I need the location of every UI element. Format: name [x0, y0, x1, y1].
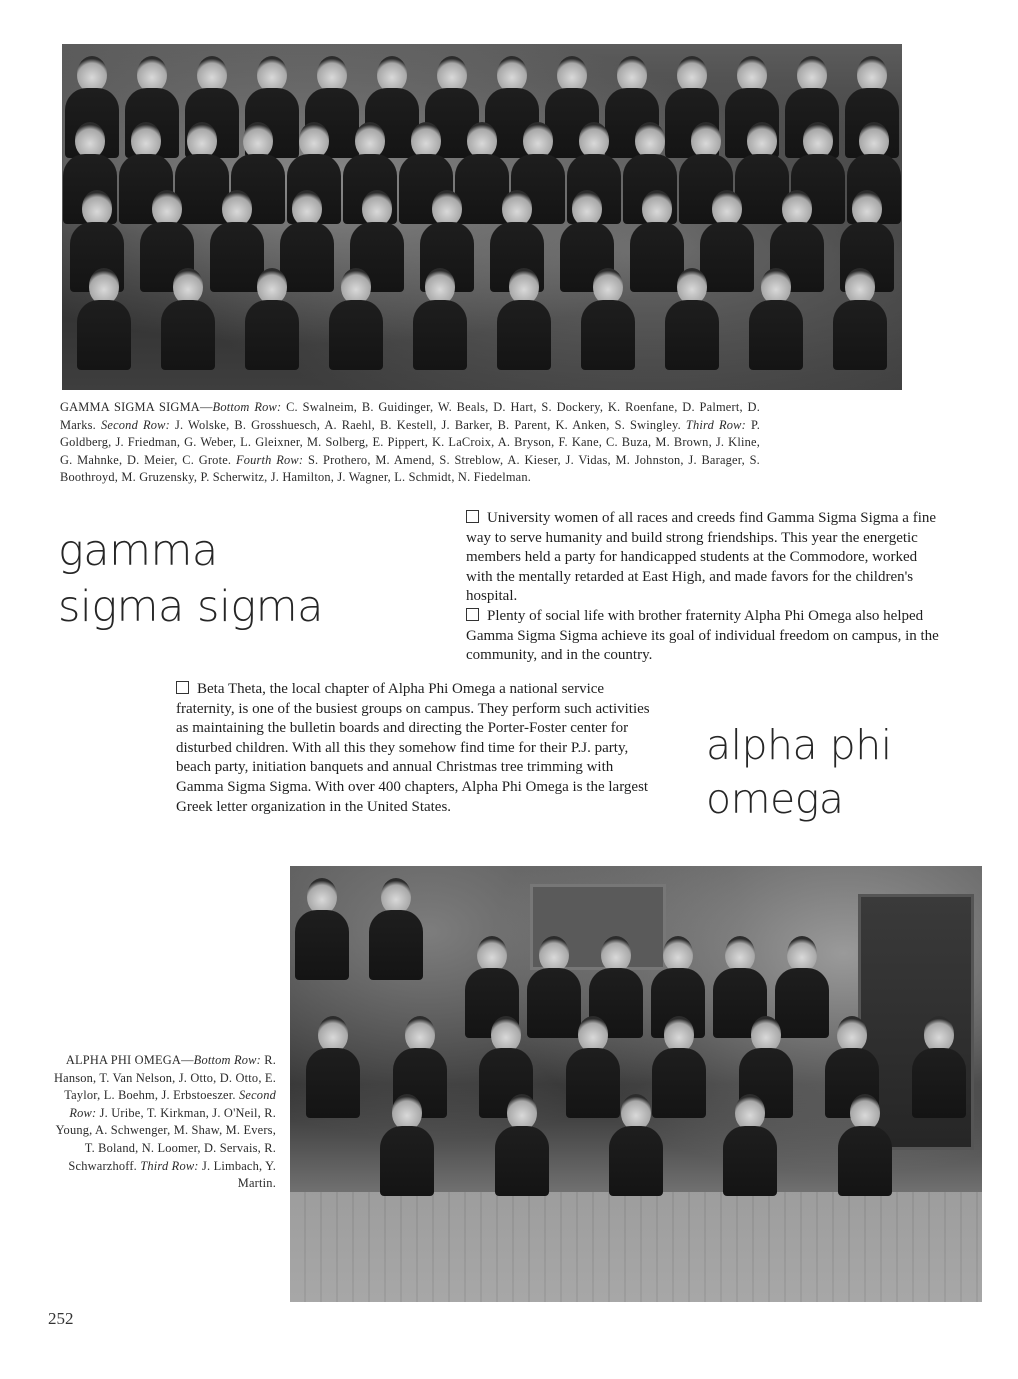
alpha-phi-omega-caption [44, 1052, 276, 1193]
checkbox-bullet-icon [466, 608, 479, 621]
gamma-sigma-sigma-group-photo [62, 44, 902, 390]
caption-lead: GAMMA SIGMA SIGMA— [60, 400, 213, 414]
checkbox-bullet-icon [466, 510, 479, 523]
caption-row-label: Fourth Row: [235, 452, 304, 467]
caption-row-names: S. Prothero, M. Amend, S. Streblow, A. Kieser, J. Vidas, M. Johnston, J. Barager, S. Boothroyd, M. Gruzensky, P. Scherwitz, J. Hamilton, J. Wagner, L. Schmidt, N. Fiedelman. [60, 452, 760, 485]
alpha-phi-omega-body [176, 680, 656, 817]
checkbox-bullet-icon [176, 681, 189, 694]
caption-row-label: Bottom Row: [193, 1053, 261, 1067]
heading-line: gamma [58, 526, 218, 576]
alpha-phi-omega-group-photo [290, 866, 982, 1302]
paragraph-text: Plenty of social life with brother fraternity Alpha Phi Omega also helped Gamma Sigma Sigma achieve its goal of individual freedom on campus, in the community, and in the country. [466, 607, 939, 664]
photo-floor [290, 1192, 982, 1302]
body-paragraph [176, 680, 656, 817]
caption-row-label: Third Row: [685, 417, 746, 432]
paragraph-text: Beta Theta, the local chapter of Alpha Phi Omega a national service fraternity, is one of the busiest groups on campus. They perform such activities as maintaining the bulletin boards and directing the Porter-Foster center for disturbed children. With all this they somehow find time for their P.J. party, beach party, initiation banquets and annual Christmas tree trimming with Gamma Sigma Sigma. With over 400 chapters, Alpha Phi Omega is the largest Greek letter organization in the United States. [176, 681, 650, 815]
photo-row-front [290, 1094, 982, 1196]
alpha-phi-omega-heading [706, 718, 892, 826]
gamma-sigma-sigma-caption [60, 399, 760, 487]
caption-row-names: P. Goldberg, J. Friedman, G. Weber, L. Gleixner, M. Solberg, E. Pippert, K. LaCroix, A. Bryson, F. Kane, C. Buza, M. Brown, J. Kline, G. Mahnke, D. Meier, C. Grote. [60, 417, 760, 467]
page-number: 252 [48, 1309, 74, 1328]
caption-row-label: Bottom Row: [212, 400, 282, 414]
caption-lead: ALPHA PHI OMEGA— [65, 1053, 194, 1067]
gamma-sigma-sigma-heading [58, 523, 323, 635]
caption-row-names: C. Swalneim, B. Guidinger, W. Beals, D. Hart, S. Dockery, K. Roenfane, D. Palmert, D. Marks. [60, 400, 760, 432]
heading-line: alpha phi [706, 721, 892, 769]
paragraph-text: University women of all races and creeds find Gamma Sigma Sigma a fine way to serve humanity and build strong friendships. This year the energetic members held a party for handicapped students at the Commodore, worked with the mentally retarded at East High, and made favors for the children's hospital. [466, 510, 937, 605]
photo-row-front [62, 268, 902, 370]
heading-line: sigma sigma [58, 582, 323, 632]
gamma-sigma-sigma-body [466, 509, 946, 666]
caption-row-names: J. Wolske, B. Grosshuesch, A. Raehl, B. Kestell, J. Barker, B. Parent, K. Anken, S. Swingley. [174, 417, 681, 432]
caption-row-names: J. Limbach, Y. Martin. [201, 1158, 276, 1191]
body-paragraph [466, 607, 946, 666]
caption-row-names: R. Hanson, T. Van Nelson, J. Otto, D. Otto, E. Taylor, L. Boehm, J. Erbstoeszer. [54, 1053, 276, 1103]
caption-row-names: J. Uribe, T. Kirkman, J. O'Neil, R. Young, A. Schwenger, M. Shaw, M. Evers, T. Boland, N. Loomer, D. Servais, R. Schwarzhoff. [55, 1105, 276, 1173]
caption-row-label: Third Row: [140, 1158, 199, 1173]
heading-line: omega [706, 775, 844, 823]
caption-row-label: Second Row: [69, 1088, 276, 1120]
body-paragraph [466, 509, 946, 607]
caption-row-label: Second Row: [100, 417, 170, 432]
